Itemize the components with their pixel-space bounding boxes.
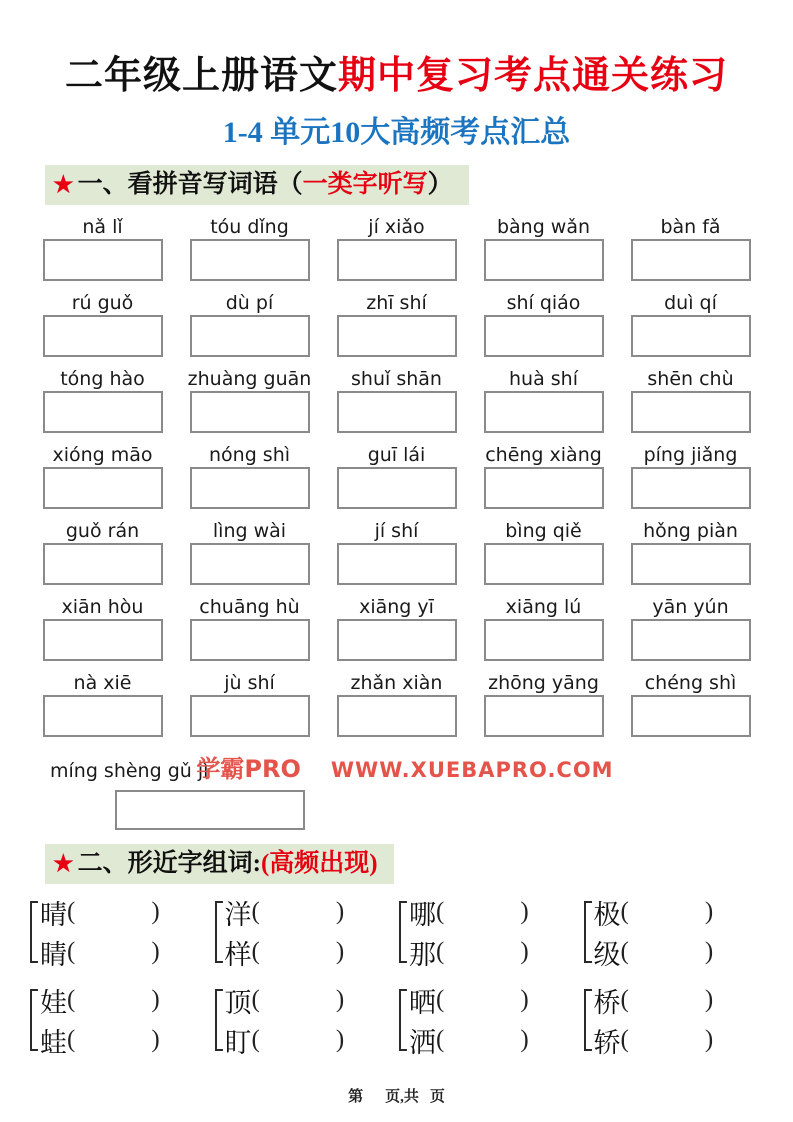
char-pair-group [584,892,769,972]
answer-box[interactable] [43,695,163,737]
pinyin-word-cell [628,291,753,357]
pinyin-word-cell [334,367,459,433]
answer-blank[interactable] [75,985,151,1015]
paren-close: ) [335,1026,345,1053]
pair-line [40,892,160,932]
paren-close: ) [704,986,714,1013]
pair-line [594,932,714,972]
paren-open: ( [436,1026,445,1053]
section2-heading-text: 二、形近字组词: [77,850,261,877]
pinyin-label: shēn chù [647,368,734,390]
answer-box[interactable] [190,315,310,357]
paren-open: ( [251,986,260,1013]
pinyin-word-cell [40,595,165,661]
pinyin-word-grid [40,215,753,747]
answer-box[interactable] [190,619,310,661]
pair-bracket [399,901,407,963]
paren-open: ( [620,898,629,925]
pinyin-word-cell [334,595,459,661]
paren-close: ) [151,986,160,1013]
answer-blank[interactable] [260,897,336,927]
hanzi-character: 轿 [593,1027,621,1058]
pinyin-label: zhuàng guān [187,368,312,390]
answer-box[interactable] [484,619,604,661]
answer-box[interactable] [190,543,310,585]
hanzi-character: 洋 [224,899,252,930]
section1-header [45,165,469,205]
pinyin-word-cell [187,367,312,433]
answer-box[interactable] [115,790,305,830]
pinyin-word-cell [334,443,459,509]
paren-close: ) [520,938,529,965]
pinyin-word-cell [334,671,459,737]
pair-line [409,1020,529,1060]
paren-open: ( [251,1026,260,1053]
pair-bracket [30,989,38,1051]
paren-close: ) [151,1026,160,1053]
answer-blank[interactable] [260,937,336,967]
paren-open: ( [251,938,260,965]
answer-blank[interactable] [444,985,520,1015]
hanzi-character: 顶 [224,987,252,1018]
pinyin-word-cell [187,519,312,585]
section1-heading-text: 一、看拼音写词语 [77,171,278,198]
answer-box[interactable] [337,695,457,737]
answer-box[interactable] [190,391,310,433]
page-footer [0,1085,793,1106]
footer-text-part: 第 [348,1089,364,1105]
answer-blank[interactable] [444,937,520,967]
answer-box[interactable] [631,619,751,661]
answer-blank[interactable] [629,897,705,927]
pinyin-label: hǒng piàn [643,520,738,542]
hanzi-character: 蛙 [40,1027,67,1058]
pinyin-label: xiān hòu [61,596,144,618]
answer-box[interactable] [484,239,604,281]
answer-box[interactable] [484,391,604,433]
pinyin-word-cell [481,443,606,509]
title-black-part: 二年级上册语文 [64,55,338,97]
hanzi-character: 盯 [224,1027,252,1058]
hanzi-character: 级 [593,939,621,970]
pinyin-word-cell [628,443,753,509]
answer-blank[interactable] [75,937,151,967]
section1-paren-close: ） [427,171,453,198]
pinyin-word-cell [481,291,606,357]
pinyin-label: jí xiǎo [368,216,425,238]
extra-pinyin-row [50,749,793,830]
footer-text-part: 页,共 [385,1089,419,1105]
paren-open: ( [436,898,445,925]
answer-blank[interactable] [260,1025,336,1055]
pinyin-word-cell [40,215,165,281]
hanzi-character: 样 [224,939,252,970]
char-pair-group [30,980,215,1060]
pair-line [40,980,160,1020]
answer-box[interactable] [337,543,457,585]
paren-close: ) [520,1026,529,1053]
pinyin-word-cell [481,367,606,433]
pinyin-label: nǎ lǐ [82,216,123,238]
paren-close: ) [151,938,160,965]
answer-box[interactable] [337,619,457,661]
paren-close: ) [704,898,714,925]
pair-line [594,892,714,932]
pinyin-word-cell [187,595,312,661]
paren-open: ( [620,986,629,1013]
paren-close: ) [520,898,529,925]
similar-characters-grid [30,892,768,1060]
pinyin-word-cell [334,215,459,281]
paren-open: ( [67,986,76,1013]
pinyin-word-cell [628,595,753,661]
answer-box[interactable] [43,391,163,433]
pinyin-word-cell [628,671,753,737]
paren-open: ( [67,938,76,965]
pinyin-label: lìng wài [212,520,287,542]
answer-box[interactable] [43,543,163,585]
paren-open: ( [620,1026,629,1053]
watermark-brand: 学霸PRO [196,755,301,783]
star-icon: ★ [53,172,74,197]
pinyin-label: bàn fǎ [660,216,721,238]
pinyin-label: jí shí [374,520,419,542]
pinyin-word-cell [40,291,165,357]
pinyin-word-cell [481,215,606,281]
section1-paren-open: （ [277,171,303,198]
pinyin-word-cell [628,215,753,281]
pinyin-word-cell [481,595,606,661]
pinyin-label: guī lái [367,444,426,466]
answer-box[interactable] [631,543,751,585]
answer-blank[interactable] [629,1025,705,1055]
pinyin-label: yān yún [652,596,729,618]
answer-box[interactable] [190,239,310,281]
answer-blank[interactable] [444,1025,520,1055]
pinyin-word-cell [481,519,606,585]
pinyin-label: xióng māo [52,444,153,466]
pinyin-word-cell [40,519,165,585]
pinyin-label: nóng shì [208,444,291,466]
answer-box[interactable] [337,467,457,509]
answer-blank[interactable] [629,937,705,967]
pinyin-word-cell [187,215,312,281]
pinyin-label: bìng qiě [505,520,582,542]
answer-box[interactable] [190,467,310,509]
answer-box[interactable] [631,239,751,281]
pinyin-label: duì qí [664,292,717,314]
answer-box[interactable] [484,315,604,357]
pair-bracket [215,901,223,963]
pinyin-word-cell [187,291,312,357]
pinyin-word-cell [40,443,165,509]
paren-open: ( [67,898,76,925]
answer-box[interactable] [43,239,163,281]
pinyin-label: jù shí [224,672,275,694]
answer-box[interactable] [43,315,163,357]
pair-line [40,1020,160,1060]
char-pair-group [30,892,215,972]
char-pair-group [215,892,400,972]
char-pair-group [215,980,400,1060]
char-pair-group [399,980,584,1060]
pair-line [225,892,345,932]
paren-close: ) [335,938,345,965]
answer-box[interactable] [631,695,751,737]
answer-blank[interactable] [260,985,336,1015]
pinyin-label: dù pí [225,292,274,314]
answer-blank[interactable] [444,897,520,927]
paren-close: ) [335,986,345,1013]
pair-line [40,932,160,972]
paren-open: ( [436,986,445,1013]
pair-bracket [30,901,38,963]
pair-bracket [584,989,592,1051]
pinyin-label: tóng hào [60,368,145,390]
pinyin-label: zhōng yāng [488,672,599,694]
pinyin-word-cell [481,671,606,737]
watermark-url: WWW.XUEBAPRO.COM [330,758,614,782]
pinyin-label: chuāng hù [199,596,300,618]
answer-box[interactable] [484,695,604,737]
pinyin-word-cell [334,291,459,357]
paren-open: ( [620,938,629,965]
section2-header [45,844,394,884]
pair-bracket [584,901,592,963]
pinyin-label: chéng shì [644,672,737,694]
answer-box[interactable] [631,315,751,357]
pinyin-word-cell [187,671,312,737]
pinyin-label: guǒ rán [65,520,140,542]
pinyin-word-cell [334,519,459,585]
paren-close: ) [704,1026,714,1053]
hanzi-character: 娃 [40,987,67,1018]
answer-box[interactable] [337,391,457,433]
pinyin-word-cell [40,367,165,433]
pair-line [225,980,345,1020]
pinyin-label: rú guǒ [71,292,134,314]
pair-line [225,1020,345,1060]
answer-box[interactable] [631,467,751,509]
char-pair-group [399,892,584,972]
paren-close: ) [335,898,345,925]
hanzi-character: 桥 [593,987,621,1018]
page-subtitle: 1-4 单元10大高频考点汇总 [222,116,571,149]
paren-close: ) [520,986,529,1013]
answer-box[interactable] [337,315,457,357]
footer-text-part: 页 [429,1089,445,1105]
pair-line [594,1020,714,1060]
section2-highlight-text: (高频出现) [260,850,378,877]
pinyin-label: píng jiǎng [643,444,738,466]
hanzi-character: 晴 [40,899,67,930]
pinyin-label: bàng wǎn [496,216,591,238]
pair-bracket [215,989,223,1051]
pair-line [409,980,529,1020]
answer-box[interactable] [337,239,457,281]
paren-close: ) [151,898,160,925]
hanzi-character: 晒 [409,987,436,1018]
pinyin-label: zhī shí [366,292,427,314]
pinyin-label: xiāng yī [359,596,434,618]
section1-highlight-text: 一类字听写 [302,171,428,198]
pinyin-label: nà xiē [73,672,132,694]
answer-box[interactable] [484,467,604,509]
paren-open: ( [251,898,260,925]
pinyin-label: míng shèng gǔ jì [50,760,209,782]
paren-close: ) [704,938,714,965]
pinyin-label: zhǎn xiàn [350,672,443,694]
answer-box[interactable] [631,391,751,433]
paren-open: ( [436,938,445,965]
star-icon: ★ [53,851,74,876]
page-title [0,44,793,99]
answer-box[interactable] [43,467,163,509]
hanzi-character: 哪 [409,899,436,930]
pinyin-label: shuǐ shān [351,368,442,390]
pinyin-label: chēng xiàng [485,444,602,466]
answer-blank[interactable] [75,1025,151,1055]
pinyin-label: shí qiáo [506,292,581,314]
hanzi-character: 那 [409,939,436,970]
pinyin-label: huà shí [509,368,578,390]
answer-box[interactable] [484,543,604,585]
pinyin-word-cell [187,443,312,509]
pair-line [409,892,529,932]
pinyin-label: xiāng lú [505,596,582,618]
hanzi-character: 睛 [40,939,67,970]
pinyin-word-cell [628,519,753,585]
answer-blank[interactable] [629,985,705,1015]
answer-blank[interactable] [75,897,151,927]
answer-box[interactable] [190,695,310,737]
pinyin-word-cell [628,367,753,433]
char-pair-group [584,980,769,1060]
hanzi-character: 洒 [409,1027,436,1058]
pinyin-word-cell [40,671,165,737]
pair-line [225,932,345,972]
pair-line [409,932,529,972]
pinyin-label: tóu dǐng [210,216,289,238]
title-red-part: 期中复习考点通关练习 [338,55,729,97]
hanzi-character: 极 [593,899,621,930]
answer-box[interactable] [43,619,163,661]
pair-bracket [399,989,407,1051]
paren-open: ( [67,1026,76,1053]
watermark [196,749,613,784]
pair-line [594,980,714,1020]
